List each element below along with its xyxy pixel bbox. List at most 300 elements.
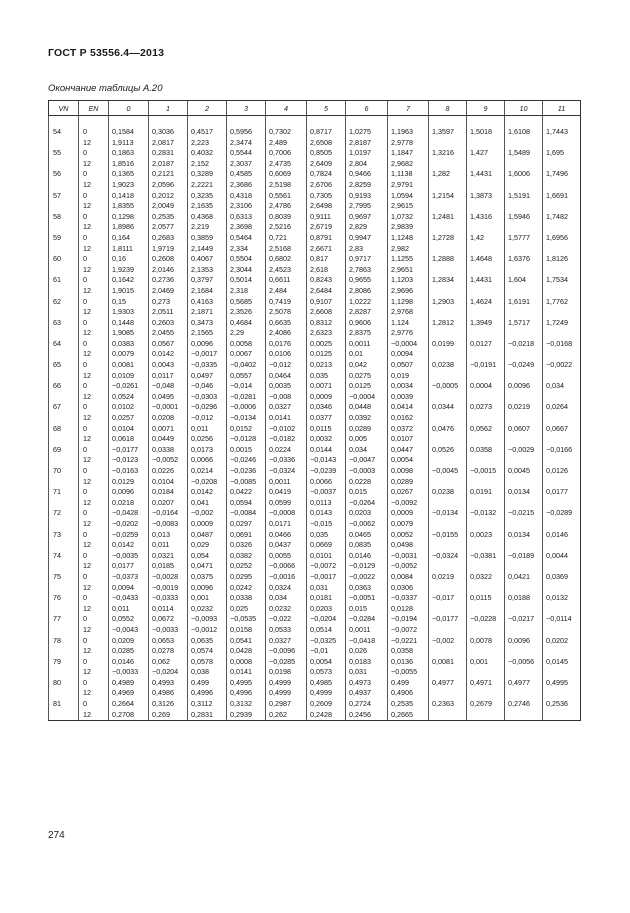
- value-cell: −0,0303: [188, 392, 227, 403]
- en-cell: 0: [79, 381, 109, 392]
- value-cell: 0,2535: [388, 699, 429, 710]
- value-cell: 0,0126: [543, 466, 581, 477]
- value-cell: 0,2987: [266, 699, 307, 710]
- value-cell: 0,4977: [429, 678, 467, 689]
- value-cell: 0,1298: [109, 212, 149, 223]
- value-cell: 0,4969: [109, 688, 149, 699]
- value-cell: 0,0142: [188, 487, 227, 498]
- value-cell: 0,025: [227, 604, 266, 615]
- vn-cell: 79: [49, 657, 79, 668]
- value-cell: 0,269: [149, 710, 188, 721]
- value-cell: −0,0402: [227, 360, 266, 371]
- vn-cell: 81: [49, 699, 79, 710]
- vn-cell: [49, 159, 79, 170]
- table-row: [49, 678, 581, 689]
- value-cell: 1,0732: [388, 212, 429, 223]
- en-cell: 12: [79, 201, 109, 212]
- value-cell: 0,0256: [188, 434, 227, 445]
- column-header-9: 9: [467, 101, 505, 116]
- value-cell: [467, 265, 505, 276]
- vn-cell: [49, 244, 79, 255]
- vn-cell: [49, 583, 79, 594]
- value-cell: 2,6608: [307, 307, 346, 318]
- value-cell: 0,054: [188, 551, 227, 562]
- value-cell: 0,0113: [307, 498, 346, 509]
- value-cell: [543, 138, 581, 149]
- value-cell: [543, 583, 581, 594]
- value-cell: 2,9791: [388, 180, 429, 191]
- value-cell: [543, 688, 581, 699]
- value-cell: 0,4937: [346, 688, 388, 699]
- value-cell: 1,6691: [543, 191, 581, 202]
- column-header-7: 7: [388, 101, 429, 116]
- value-cell: 1,8111: [109, 244, 149, 255]
- value-cell: 0,0219: [505, 402, 543, 413]
- en-cell: 12: [79, 159, 109, 170]
- value-cell: [543, 307, 581, 318]
- value-cell: 0,5504: [227, 254, 266, 265]
- vn-cell: [49, 434, 79, 445]
- vn-cell: 64: [49, 339, 79, 350]
- table-row: [49, 583, 581, 594]
- value-cell: 0,034: [346, 445, 388, 456]
- value-cell: [467, 222, 505, 233]
- value-cell: 0,034: [266, 593, 307, 604]
- value-cell: [467, 392, 505, 403]
- vn-cell: 67: [49, 402, 79, 413]
- value-cell: 2,29: [227, 328, 266, 339]
- value-cell: 0,0104: [149, 477, 188, 488]
- value-cell: 0,0321: [149, 551, 188, 562]
- value-cell: [429, 498, 467, 509]
- value-cell: 0,0669: [307, 540, 346, 551]
- value-cell: 0,0414: [388, 402, 429, 413]
- value-cell: 0,2456: [346, 710, 388, 721]
- value-cell: 0,0055: [266, 551, 307, 562]
- value-cell: 0,2603: [149, 318, 188, 329]
- value-cell: [429, 413, 467, 424]
- vn-cell: 77: [49, 614, 79, 625]
- en-cell: 12: [79, 434, 109, 445]
- en-cell: 12: [79, 561, 109, 572]
- value-cell: 1,42: [467, 233, 505, 244]
- value-cell: 0,4985: [307, 678, 346, 689]
- table-row: [49, 551, 581, 562]
- value-cell: 2,0817: [149, 138, 188, 149]
- value-cell: 0,5014: [227, 275, 266, 286]
- value-cell: 2,3037: [227, 159, 266, 170]
- value-cell: [467, 307, 505, 318]
- value-cell: 0,0198: [266, 667, 307, 678]
- en-cell: 0: [79, 191, 109, 202]
- en-cell: 0: [79, 339, 109, 350]
- value-cell: [543, 201, 581, 212]
- value-cell: −0,0016: [266, 572, 307, 583]
- value-cell: 0,4971: [467, 678, 505, 689]
- value-cell: 0,5685: [227, 297, 266, 308]
- page-number: 274: [48, 830, 65, 841]
- vn-cell: 74: [49, 551, 79, 562]
- value-cell: −0,0033: [149, 625, 188, 636]
- value-cell: −0,0194: [388, 614, 429, 625]
- value-cell: 0,0273: [467, 402, 505, 413]
- vn-cell: [49, 540, 79, 551]
- value-cell: −0,0373: [109, 572, 149, 583]
- value-cell: 2,9776: [388, 328, 429, 339]
- value-cell: 0,0096: [505, 381, 543, 392]
- en-cell: 12: [79, 328, 109, 339]
- table-row: [49, 349, 581, 360]
- value-cell: 0,2363: [429, 699, 467, 710]
- value-cell: [429, 646, 467, 657]
- value-cell: −0,0249: [505, 360, 543, 371]
- value-cell: 0,042: [346, 360, 388, 371]
- value-cell: 0,4995: [543, 678, 581, 689]
- value-cell: 0,8717: [307, 127, 346, 138]
- value-cell: [467, 180, 505, 191]
- value-cell: 0,0285: [109, 646, 149, 657]
- value-cell: 2,0049: [149, 201, 188, 212]
- value-cell: [543, 667, 581, 678]
- value-cell: 0,0498: [388, 540, 429, 551]
- value-cell: 0,3473: [188, 318, 227, 329]
- value-cell: 2,8086: [346, 286, 388, 297]
- value-cell: 0,5544: [227, 148, 266, 159]
- value-cell: [429, 307, 467, 318]
- value-cell: −0,0134: [227, 413, 266, 424]
- value-cell: −0,022: [266, 614, 307, 625]
- value-cell: 0,0326: [227, 540, 266, 551]
- vn-cell: 69: [49, 445, 79, 456]
- value-cell: 0,0202: [543, 636, 581, 647]
- value-cell: [543, 413, 581, 424]
- en-cell: 12: [79, 625, 109, 636]
- value-cell: 2,3526: [227, 307, 266, 318]
- table-row: [49, 138, 581, 149]
- value-cell: 0,2939: [227, 710, 266, 721]
- value-cell: [543, 710, 581, 721]
- value-cell: [429, 371, 467, 382]
- table-row: [49, 191, 581, 202]
- vn-cell: 56: [49, 169, 79, 180]
- value-cell: [543, 434, 581, 445]
- table-row: [49, 339, 581, 350]
- value-cell: [429, 688, 467, 699]
- value-cell: 0,2608: [149, 254, 188, 265]
- value-cell: 0,0369: [543, 572, 581, 583]
- vn-cell: [49, 413, 79, 424]
- value-cell: 2,8259: [346, 180, 388, 191]
- value-cell: −0,0163: [109, 466, 149, 477]
- value-cell: 0,0252: [227, 561, 266, 572]
- value-cell: 0,2736: [149, 275, 188, 286]
- value-cell: 0,8791: [307, 233, 346, 244]
- en-cell: 0: [79, 424, 109, 435]
- value-cell: 1,1298: [388, 297, 429, 308]
- table-row: [49, 593, 581, 604]
- value-cell: 0,0104: [109, 424, 149, 435]
- value-cell: [429, 540, 467, 551]
- value-cell: 0,6313: [227, 212, 266, 223]
- value-cell: 0,0109: [109, 371, 149, 382]
- value-cell: 0,0096: [109, 487, 149, 498]
- value-cell: 0,0422: [227, 487, 266, 498]
- value-cell: 2,1449: [188, 244, 227, 255]
- value-cell: 1,8355: [109, 201, 149, 212]
- table-row: [49, 233, 581, 244]
- value-cell: 2,8375: [346, 328, 388, 339]
- value-cell: 2,1565: [188, 328, 227, 339]
- value-cell: 0,0324: [266, 583, 307, 594]
- value-cell: 0,0219: [429, 572, 467, 583]
- value-cell: 0,2428: [307, 710, 346, 721]
- table-row: [49, 657, 581, 668]
- table-row: [49, 572, 581, 583]
- value-cell: 0,3235: [188, 191, 227, 202]
- value-cell: 0,0152: [227, 424, 266, 435]
- table-row: [49, 381, 581, 392]
- value-cell: −0,0066: [266, 561, 307, 572]
- value-cell: −0,0005: [429, 381, 467, 392]
- value-cell: 2,804: [346, 159, 388, 170]
- value-cell: 2,5168: [266, 244, 307, 255]
- value-cell: −0,0128: [227, 434, 266, 445]
- value-cell: 1,7482: [543, 212, 581, 223]
- value-cell: 0,9193: [346, 191, 388, 202]
- value-cell: 0,031: [307, 583, 346, 594]
- value-cell: −0,0022: [346, 572, 388, 583]
- value-cell: −0,0004: [346, 392, 388, 403]
- value-cell: −0,0204: [307, 614, 346, 625]
- value-cell: 0,9717: [346, 254, 388, 265]
- value-cell: [505, 583, 543, 594]
- en-cell: 0: [79, 678, 109, 689]
- value-cell: 0,0078: [467, 636, 505, 647]
- value-cell: 0,2746: [505, 699, 543, 710]
- value-cell: 0,4996: [188, 688, 227, 699]
- value-cell: [543, 244, 581, 255]
- vn-cell: 80: [49, 678, 79, 689]
- value-cell: −0,0047: [346, 455, 388, 466]
- value-cell: 0,0392: [346, 413, 388, 424]
- value-cell: −0,0056: [505, 657, 543, 668]
- value-cell: 0,0346: [307, 402, 346, 413]
- column-header-4: 4: [266, 101, 307, 116]
- value-cell: 2,0577: [149, 222, 188, 233]
- value-cell: 0,7824: [307, 169, 346, 180]
- value-cell: 0,1584: [109, 127, 149, 138]
- value-cell: 2,334: [227, 244, 266, 255]
- value-cell: 0,0143: [307, 508, 346, 519]
- value-cell: 0,0094: [388, 349, 429, 360]
- value-cell: 0,2609: [307, 699, 346, 710]
- value-cell: [467, 625, 505, 636]
- value-cell: 0,0127: [467, 339, 505, 350]
- value-cell: 0,0173: [188, 445, 227, 456]
- value-cell: [505, 159, 543, 170]
- value-cell: 1,4624: [467, 297, 505, 308]
- value-cell: 0,0177: [543, 487, 581, 498]
- vn-cell: [49, 265, 79, 276]
- value-cell: 0,0011: [346, 625, 388, 636]
- vn-cell: [49, 392, 79, 403]
- value-cell: 0,9111: [307, 212, 346, 223]
- vn-cell: 61: [49, 275, 79, 286]
- value-cell: 0,0514: [307, 625, 346, 636]
- value-cell: [429, 519, 467, 530]
- value-cell: 1,7762: [543, 297, 581, 308]
- value-cell: 0,0464: [266, 371, 307, 382]
- value-cell: [543, 371, 581, 382]
- value-cell: [467, 540, 505, 551]
- value-cell: [467, 583, 505, 594]
- value-cell: 0,4368: [188, 212, 227, 223]
- vn-cell: 76: [49, 593, 79, 604]
- value-cell: −0,014: [227, 381, 266, 392]
- value-cell: 0,499: [188, 678, 227, 689]
- en-cell: 0: [79, 127, 109, 138]
- en-cell: 0: [79, 657, 109, 668]
- value-cell: 0,0327: [266, 636, 307, 647]
- value-cell: 0,2536: [543, 699, 581, 710]
- value-cell: [543, 180, 581, 191]
- vn-cell: 65: [49, 360, 79, 371]
- value-cell: −0,0236: [227, 466, 266, 477]
- table-row: [49, 275, 581, 286]
- value-cell: [505, 371, 543, 382]
- value-cell: −0,0333: [149, 593, 188, 604]
- value-cell: 0,0238: [429, 360, 467, 371]
- value-cell: 0,4996: [227, 688, 266, 699]
- value-cell: −0,015: [307, 519, 346, 530]
- value-cell: 2,9651: [388, 265, 429, 276]
- value-cell: 0,0208: [149, 413, 188, 424]
- en-cell: 0: [79, 593, 109, 604]
- en-cell: 0: [79, 636, 109, 647]
- value-cell: [505, 307, 543, 318]
- value-cell: 0,4977: [505, 678, 543, 689]
- value-cell: 0,4585: [227, 169, 266, 180]
- value-cell: [429, 244, 467, 255]
- value-cell: −0,0202: [109, 519, 149, 530]
- vn-cell: 55: [49, 148, 79, 159]
- value-cell: 2,6484: [307, 286, 346, 297]
- table-header: [49, 101, 581, 116]
- value-cell: [429, 625, 467, 636]
- value-cell: 0,6611: [266, 275, 307, 286]
- value-cell: [467, 688, 505, 699]
- value-cell: 2,4735: [266, 159, 307, 170]
- en-cell: 0: [79, 254, 109, 265]
- value-cell: 0,3126: [149, 699, 188, 710]
- table-row: [49, 498, 581, 509]
- table-row: [49, 434, 581, 445]
- value-cell: 0,8312: [307, 318, 346, 329]
- en-cell: 0: [79, 572, 109, 583]
- value-cell: 0,0218: [109, 498, 149, 509]
- value-cell: −0,012: [266, 360, 307, 371]
- value-cell: 0,2665: [388, 710, 429, 721]
- value-cell: 0,0101: [307, 551, 346, 562]
- value-cell: −0,0062: [346, 519, 388, 530]
- value-cell: −0,0085: [227, 477, 266, 488]
- value-cell: 1,2903: [429, 297, 467, 308]
- value-cell: 0,0228: [346, 477, 388, 488]
- value-cell: 1,1963: [388, 127, 429, 138]
- table-row: [49, 360, 581, 371]
- table-row: [49, 297, 581, 308]
- value-cell: −0,0418: [346, 636, 388, 647]
- value-cell: [429, 455, 467, 466]
- en-cell: 12: [79, 222, 109, 233]
- value-cell: 1,7496: [543, 169, 581, 180]
- value-cell: 0,0071: [149, 424, 188, 435]
- table-row: [49, 265, 581, 276]
- table-row: [49, 159, 581, 170]
- value-cell: −0,0336: [266, 455, 307, 466]
- value-cell: [543, 349, 581, 360]
- value-cell: 1,9239: [109, 265, 149, 276]
- value-cell: 0,011: [109, 604, 149, 615]
- value-cell: 0,9107: [307, 297, 346, 308]
- value-cell: −0,0012: [188, 625, 227, 636]
- value-cell: [505, 561, 543, 572]
- value-cell: 2,2221: [188, 180, 227, 191]
- table-row: [49, 244, 581, 255]
- table-row: [49, 424, 581, 435]
- en-cell: 12: [79, 604, 109, 615]
- value-cell: 0,3112: [188, 699, 227, 710]
- value-cell: 0,4318: [227, 191, 266, 202]
- en-cell: 0: [79, 169, 109, 180]
- table-row: [49, 614, 581, 625]
- en-cell: 12: [79, 688, 109, 699]
- value-cell: [505, 328, 543, 339]
- en-cell: 12: [79, 138, 109, 149]
- value-cell: 2,4786: [266, 201, 307, 212]
- value-cell: 2,5198: [266, 180, 307, 191]
- value-cell: 2,83: [346, 244, 388, 255]
- value-cell: 0,3132: [227, 699, 266, 710]
- value-cell: −0,0055: [388, 667, 429, 678]
- value-cell: −0,0006: [227, 402, 266, 413]
- vn-cell: [49, 328, 79, 339]
- table-row: [49, 201, 581, 212]
- value-cell: 0,0096: [188, 339, 227, 350]
- value-cell: 0,0188: [505, 593, 543, 604]
- value-cell: [429, 392, 467, 403]
- value-cell: 0,0278: [149, 646, 188, 657]
- value-cell: 0,015: [346, 487, 388, 498]
- value-cell: 2,982: [388, 244, 429, 255]
- value-cell: 2,6706: [307, 180, 346, 191]
- value-cell: 0,5464: [227, 233, 266, 244]
- vn-cell: [49, 625, 79, 636]
- value-cell: −0,0052: [388, 561, 429, 572]
- value-cell: 0,0567: [149, 339, 188, 350]
- value-cell: −0,0129: [346, 561, 388, 572]
- vn-cell: 60: [49, 254, 79, 265]
- value-cell: 0,0428: [227, 646, 266, 657]
- en-cell: 0: [79, 297, 109, 308]
- value-cell: 0,0096: [188, 583, 227, 594]
- table-row: [49, 286, 581, 297]
- vn-cell: [49, 307, 79, 318]
- value-cell: 0,0142: [109, 540, 149, 551]
- value-cell: [429, 434, 467, 445]
- value-cell: [505, 222, 543, 233]
- value-cell: 1,5946: [505, 212, 543, 223]
